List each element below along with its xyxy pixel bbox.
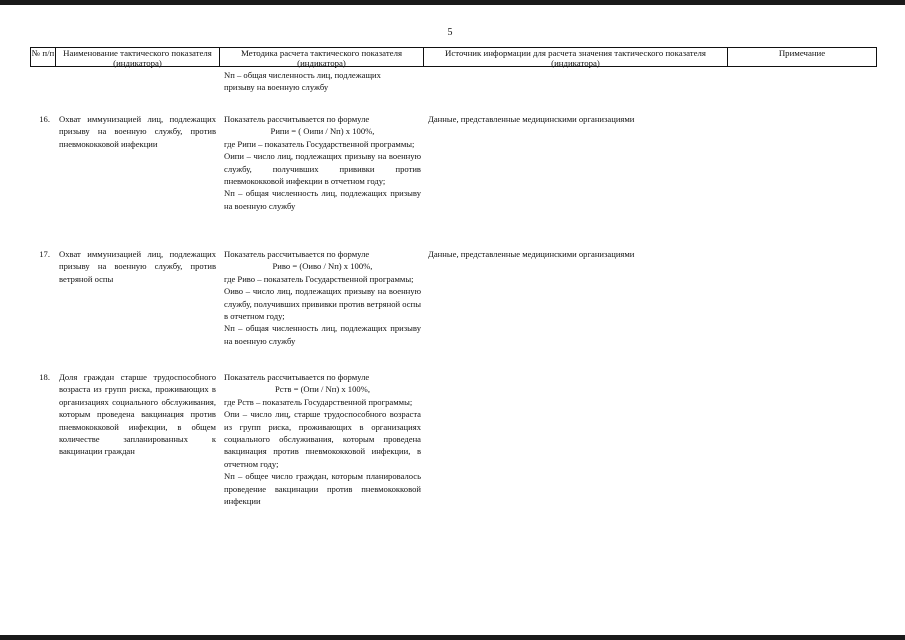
continuation-line: призыву на военную службу: [224, 82, 329, 93]
row-number: 16.: [39, 114, 50, 124]
method-line: где Pипи – показатель Государственной программы;: [224, 138, 415, 149]
data-source: Данные, представленные медицинскими организациями: [428, 114, 635, 124]
header-col-note: Примечание: [727, 47, 877, 67]
page-number: 5: [447, 27, 453, 38]
header-col-name: Наименование тактического показателя (индикатора): [55, 47, 219, 67]
continuation-line: Nп – общая численность лиц, подлежащих: [224, 70, 381, 80]
method-line: где Pств – показатель Государственной программы;: [224, 396, 413, 407]
header-col-source: Источник информации для расчета значения тактического показателя (индикатора): [423, 47, 727, 67]
continuation-text: [224, 69, 421, 94]
method-line: Oиво – число лиц, подлежащих призыву на военную службу, получивших прививки против ветряной оспы в отчетном году;: [224, 286, 421, 322]
indicator-name: Охват иммунизацией лиц, подлежащих призыву на военную службу, против ветряной оспы: [59, 249, 216, 284]
method-formula: Pств = (Oпи / Nп) x 100%,: [275, 384, 370, 395]
method-line: Nп – общее число граждан, которым планировалось проведение вакцинации против пневмококковой инфекции: [224, 471, 421, 507]
calculation-method: [224, 113, 421, 212]
method-line: Oипи – число лиц, подлежащих призыву на военную службу, получивших прививки против пневмококковой инфекции в отчетном году;: [224, 151, 421, 187]
method-line: Oпи – число лиц, старше трудоспособного возраста из групп риска, проживающих в организациях социального обслуживания, которым проведена вакцинация против пневмококковой инфекции, в отчетном году;: [224, 409, 421, 469]
method-line: где Pиво – показатель Государственной программы;: [224, 273, 414, 284]
method-formula: Pипи = ( Oипи / Nп) x 100%,: [270, 126, 375, 137]
indicator-name: Охват иммунизацией лиц, подлежащих призыву на военную службу, против пневмококковой инфекции: [59, 114, 216, 149]
method-formula: Pиво = (Oиво / Nп) x 100%,: [272, 261, 373, 272]
method-line: Nп – общая численность лиц, подлежащих призыву на военную службу: [224, 323, 421, 346]
row-number: 18.: [39, 372, 50, 382]
calculation-method: [224, 248, 421, 347]
method-line: Показатель рассчитывается по формуле: [224, 114, 370, 124]
row-number: 17.: [39, 249, 50, 259]
header-col-method: Методика расчета тактического показателя (индикатора): [219, 47, 423, 67]
method-line: Nп – общая численность лиц, подлежащих призыву на военную службу: [224, 188, 421, 211]
method-line: Показатель рассчитывается по формуле: [224, 372, 370, 382]
calculation-method: [224, 371, 421, 507]
top-scan-border: [0, 0, 905, 5]
data-source: Данные, представленные медицинскими организациями: [428, 249, 635, 259]
bottom-scan-border: [0, 635, 905, 640]
indicator-name: Доля граждан старше трудоспособного возраста из групп риска, проживающих в организациях социального обслуживания, которым проведена вакцинация против пневмококковой инфекции, в общем количестве запланированных к вакцинации граждан: [59, 372, 216, 457]
method-line: Показатель рассчитывается по формуле: [224, 249, 370, 259]
header-col-number: № п/п: [30, 47, 55, 67]
